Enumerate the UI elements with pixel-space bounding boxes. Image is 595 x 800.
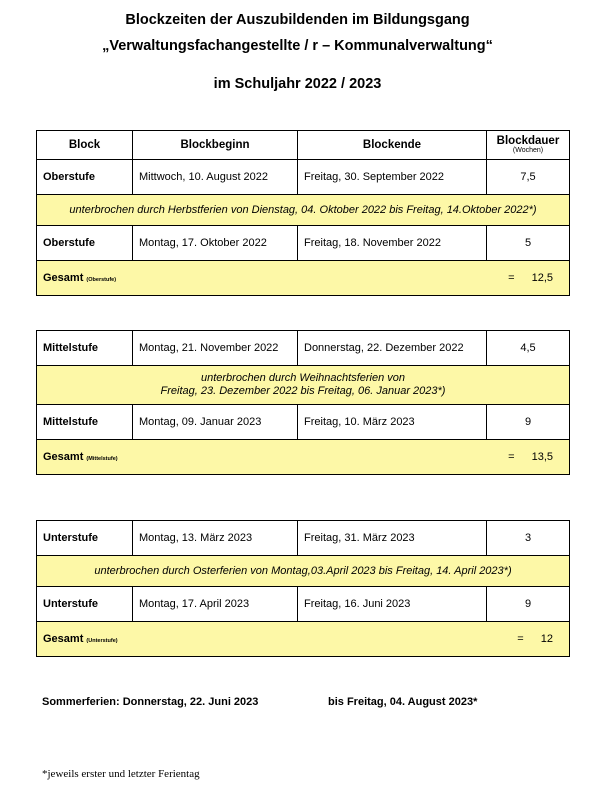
cell-block: Oberstufe	[37, 160, 133, 195]
cell-block: Unterstufe	[37, 587, 133, 622]
vacation-note-row	[37, 195, 570, 226]
header-duration-unit: (Wochen)	[512, 147, 544, 154]
table-row	[37, 521, 570, 556]
page-title-line-3: im Schuljahr 2022 / 2023	[213, 76, 382, 92]
cell-end: Freitag, 16. Juni 2023	[298, 587, 487, 622]
cell-begin: Montag, 09. Januar 2023	[133, 405, 298, 440]
cell-end: Donnerstag, 22. Dezember 2022	[298, 331, 487, 366]
total-value: 13,5	[531, 451, 553, 463]
total-sub-label: (Mittelstufe)	[86, 456, 118, 462]
cell-block: Oberstufe	[37, 226, 133, 261]
page-title-line-2: „Verwaltungsfachangestellte / r – Kommunalverwaltung“	[102, 38, 493, 54]
table-header-row	[37, 131, 570, 160]
page-title-line-1: Blockzeiten der Auszubildenden im Bildungsgang	[125, 12, 470, 28]
total-sub-label: (Unterstufe)	[86, 638, 118, 644]
cell-duration: 7,5	[487, 160, 570, 195]
vacation-note: unterbrochen durch Osterferien von Montag,03.April 2023 bis Freitag, 14. April 2023*)	[37, 556, 570, 587]
total-row	[37, 261, 570, 296]
summer-holidays-start: Sommerferien: Donnerstag, 22. Juni 2023	[42, 696, 259, 708]
summer-holidays-end: bis Freitag, 04. August 2023*	[328, 696, 478, 708]
total-row	[37, 440, 570, 475]
total-label: Gesamt	[43, 451, 84, 463]
cell-begin: Montag, 13. März 2023	[133, 521, 298, 556]
cell-duration: 9	[487, 405, 570, 440]
total-value-group	[508, 451, 553, 463]
header-begin: Blockbeginn	[133, 131, 298, 160]
table-row	[37, 405, 570, 440]
table-row	[37, 226, 570, 261]
cell-begin: Montag, 17. Oktober 2022	[133, 226, 298, 261]
table-row	[37, 587, 570, 622]
total-equals: =	[508, 451, 515, 463]
cell-begin: Mittwoch, 10. August 2022	[133, 160, 298, 195]
header-block: Block	[37, 131, 133, 160]
cell-duration: 4,5	[487, 331, 570, 366]
table-unterstufe	[36, 520, 570, 657]
total-row	[37, 622, 570, 657]
total-value-group	[508, 272, 553, 284]
total-cell	[37, 261, 570, 296]
cell-end: Freitag, 31. März 2023	[298, 521, 487, 556]
cell-duration: 3	[487, 521, 570, 556]
total-cell	[37, 440, 570, 475]
total-label: Gesamt	[43, 633, 84, 645]
cell-begin: Montag, 21. November 2022	[133, 331, 298, 366]
total-sub-label: (Oberstufe)	[86, 277, 117, 283]
vacation-note-line-2: Freitag, 23. Dezember 2022 bis Freitag, 06. Januar 2023*)	[160, 385, 446, 397]
footnote: *jeweils erster und letzter Ferientag	[42, 768, 200, 780]
cell-block: Mittelstufe	[37, 331, 133, 366]
total-equals: =	[517, 633, 524, 645]
cell-end: Freitag, 18. November 2022	[298, 226, 487, 261]
cell-end: Freitag, 30. September 2022	[298, 160, 487, 195]
cell-duration: 5	[487, 226, 570, 261]
cell-block: Unterstufe	[37, 521, 133, 556]
total-label: Gesamt	[43, 272, 84, 284]
table-row	[37, 160, 570, 195]
cell-begin: Montag, 17. April 2023	[133, 587, 298, 622]
total-cell	[37, 622, 570, 657]
header-duration-label: Blockdauer	[496, 135, 560, 147]
cell-block: Mittelstufe	[37, 405, 133, 440]
total-value: 12,5	[531, 272, 553, 284]
header-end: Blockende	[298, 131, 487, 160]
vacation-note-row	[37, 556, 570, 587]
table-oberstufe	[36, 130, 570, 296]
vacation-note-line-1: unterbrochen durch Weihnachtsferien von	[200, 372, 406, 384]
table-row	[37, 331, 570, 366]
cell-duration: 9	[487, 587, 570, 622]
total-value-group	[517, 633, 553, 645]
total-equals: =	[508, 272, 515, 284]
total-value: 12	[540, 633, 553, 645]
header-duration	[487, 131, 570, 160]
vacation-note: unterbrochen durch Herbstferien von Dienstag, 04. Oktober 2022 bis Freitag, 14.Oktober 2022*)	[37, 195, 570, 226]
cell-end: Freitag, 10. März 2023	[298, 405, 487, 440]
vacation-note-row	[37, 366, 570, 405]
vacation-note	[37, 366, 570, 405]
table-mittelstufe	[36, 330, 570, 475]
